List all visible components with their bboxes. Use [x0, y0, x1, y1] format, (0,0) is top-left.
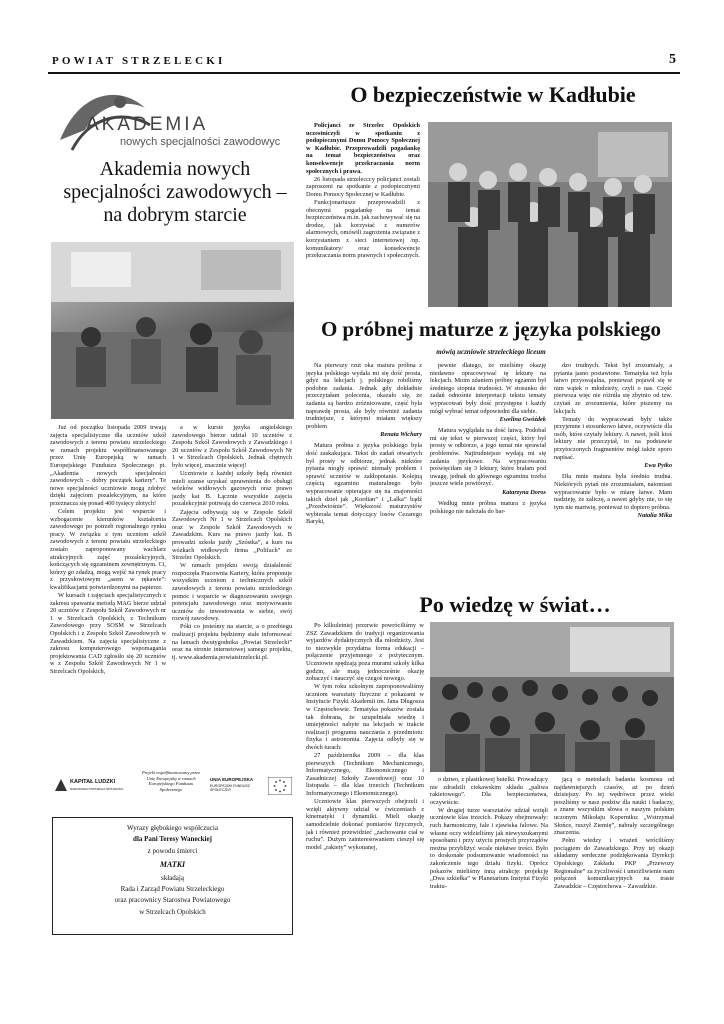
- matura-subhead: mówią uczniowie strzeleckiego liceum: [436, 348, 546, 356]
- akademia-col-2: [172, 424, 292, 740]
- audience-photo-art: [430, 622, 674, 772]
- kapital-ludzki-icon: [54, 778, 68, 792]
- matura-signature: Natalia Mika: [637, 511, 672, 519]
- condolence-line: Rada i Zarząd Powiatu Strzeleckiego: [120, 885, 225, 894]
- kadlub-text: [306, 122, 420, 308]
- page-number: 5: [669, 52, 676, 67]
- matura-signature: Katarzyna Doros: [502, 488, 546, 496]
- kadlub-lead: Policjanci ze Strzelec Opolskich uczestniczyli w spotkaniu z podopiecznymi Domu Pomocy Społecznej w Kadłubie. Przeprowadzili pogadankę na temat bezpieczeństwa oraz konsekwencje przekraczania norm społecznych i prawa.: [306, 122, 420, 175]
- kadlub-paragraph: Funkcjonariusze przeprowadzili z obecnymi pogadankę na temat bezpieczeństwa m.in. jak zachowywać się na drodze, jak korzystać z numerów alarmowych, omówili zagrożenia związane z korzystaniem z sieci internetowej /np. komunikatory/ oraz konsekwencje przekraczania norm prawnych i społecznych.: [306, 198, 420, 260]
- matura-col-2: [430, 362, 546, 606]
- akademia-logo-word: AKADEMIA: [86, 114, 209, 135]
- matura-paragraph: Matura wyglądała na dość łatwą. Podobał mi się tekst w pierwszej części, który był prosty w odbiorze, a jego temat nie sprawiał problemów. Najtrudniejsze wydają mi się zadania językowe. Na wypracowaniu poświęciłam się 3 lektury, które brałam pod uwagę, jednak do głównego egzaminu trzeba jeszcze wiele powtórzyć.: [430, 427, 546, 488]
- eu-flag-icon: [268, 777, 292, 795]
- condolence-line: oraz pracownicy Starostwa Powiatowego: [114, 896, 231, 905]
- matura-signature: Ewa Pytko: [644, 461, 672, 469]
- matura-paragraph: pewnie dlatego, że mieliśmy okazję niedawno opracowywać tę lekturę na lekcjach. Moim zdaniem próbny egzamin był średniego stopnia trudności. W stosunku do zadań odnośnie interpretacji tekstu tematy wypracowań były dość przystępne i każdy mógł wybrać temat odpowiedni dla siebie.: [430, 362, 546, 415]
- wiedza-paragraph: W tym roku szkolnym zaproponowaliśmy uczniom warsztaty fizyczne z pokazami w Instytucie Fizyki Akademii im. Jana Długosza w Częstochowie. Tematyka pokazów została tak dobrana, że uzupełniała wiedzę i umiejętności nabyte na lekcjach w trakcie realizacji programu nauczania z przedmiotu: fizyka i astronomia. Zajęcia odbyły się w dwóch turach:: [306, 683, 424, 751]
- matura-paragraph: Na pierwszy rzut oka matura próbna z języka polskiego wydała mi się dość prosta, gdyż na lekcjach j. polskiego robiliśmy podobne zadania. Jednak gdy dokładnie przeczytałam polecenia, okazało się, że zadania są bardzo zróżnicowane, część była naprawdę prosta, ale były również zadania trudniejsze, z którymi miałam większy problem: [306, 362, 422, 430]
- wiedza-paragraph: 27 października 2009 – dla klas pierwszych (Technikum Mechanicznego, Informatycznego, Ekonomicznego i Zasadniczej Szkoły Zawodowej) oraz 10 listopada – dla klas trzecich (Technikum Informatycznego i Ekonomicznego).: [306, 752, 424, 798]
- matura-paragraph: Tematy do wypracowań były także przyjemne i stosunkowo łatwe, oczywiście dla osób, które czytały lektury. A nawet, jeśli ktoś lektury nie przeczytał, to na podstawie przytoczonych fragmentów mógł także sporo napisać.: [554, 415, 672, 461]
- classroom-photo-art: [51, 242, 294, 419]
- page-header: [48, 52, 680, 72]
- condolence-name: MATKI: [159, 860, 186, 870]
- ue-logo-text: UNIA EUROPEJSKA: [210, 777, 254, 782]
- kadlub-paragraph: 26 listopada strzelecccy policjanci zostali zaproszeni na spotkanie z podopiecznymi Domu Pomocy Społecznej w Kadłubie.: [306, 175, 420, 198]
- matura-paragraph: Dla mnie matura była średnio trudna. Niektórych pytań nie zrozumiałam, natomiast wypracowanie było w miarę łatwe. Mam nadzieję, że zaliczę, a nawet gdyby nie, to się tym nie martwię, ponieważ to dopiero próbna.: [554, 473, 672, 511]
- eu-logos: [52, 770, 296, 804]
- wiedza-col-2: [430, 776, 548, 938]
- akademia-paragraph: Zajęcia odbywają się w Zespole Szkół Zawodowych Nr 1 w Strzelcach Opolskich oraz w Zespole Szkół Zawodowych w Zawadzkim. Kurs na prawo jazdy kat. B prowadzi szkoła jazdy „Szóstka”, a kurs na wózkach widłowych firma „Polifach” ze Strzelec Opolskich.: [172, 508, 292, 562]
- wiedza-col-3: [554, 776, 674, 938]
- wiedza-headline: Po wiedzę w świat…: [419, 592, 611, 617]
- akademia-paragraph: a w kursie języka angielskiego zawodowego bierze udział 10 uczniów z Zespołu Szkół Zawodowych z Zawadzkiego i 20 uczniów z Zespołu Szkół Zawodowych Nr 1 w Strzelcach Opolskich. Jednak chętnych było więcej, znacznie więcej!: [172, 424, 292, 469]
- kadlub-photo: [428, 122, 672, 307]
- condolence-line: z powodu śmierci: [147, 846, 198, 855]
- matura-col-1: [306, 362, 422, 606]
- wiedza-paragraph: Po kilkuletniej przerwie powróciliśmy w ZSZ Zawadzkiem do tradycji organizowania wyjazdów dydaktycznych dla młodzieży. Jest to niezwykle przydatna forma edukacji – połączenie przyjemnego z pożytecznym. Uczniowie spędzają poza murami szkoły kilka godzin, ale mają jednocześnie okazję zobaczyć i nauczyć się czegoś nowego.: [306, 622, 424, 683]
- wiedza-photo: [430, 622, 674, 772]
- ue-logo-sub: EUROPEJSKI FUNDUSZ SPOŁECZNY: [210, 784, 250, 792]
- section-title: POWIAT STRZELECKI: [52, 55, 226, 67]
- akademia-paragraph: Póki co jesteśmy na starcie, a o przebiegu realizacji projektu będziemy stale informować na łamach dwutygodnika „Powiat Strzelecki” oraz na stronie internetowej samego projektu, tj. www.akademia.powiatstrzelecki.pl.: [172, 623, 292, 661]
- akademia-col-1: [50, 424, 166, 740]
- ue-logo: [210, 775, 296, 803]
- wiedza-paragraph: Pełni wiedzy i wrażeń wróciliśmy pociągiem do Zawadzkiego. Przy tej okazji składamy serdeczne podziękowania Dyrekcji Opolskiego Zakładu PKP „Przewozy Regionalne” za życzliwość i umożliwienie nam połączeń komunikacyjnych na trasie Zawadzkie – Częstochowa – Zawadzkie.: [554, 837, 674, 890]
- condolence-line: w Strzelcach Opolskich: [139, 907, 206, 916]
- condolence-box: [52, 817, 293, 935]
- matura-signature: Renata Wichary: [380, 430, 422, 438]
- akademia-paragraph: W ramach projektu swoją działalność rozpoczęła Pracownia Kariery, która proponuje wszystkim uczniom z technicznych szkół zawodowych z terenu powiatu strzeleckiego pomoc i wsparcie w diagnozowaniu swojego potencjału zawodowego oraz motywowanie uczniów do inwestowania w siebie, swój rozwój zawodowy.: [172, 562, 292, 623]
- akademia-paragraph: Celem projektu jest wsparcie i wzbogacenie kierunków kształcenia zawodowego po potrzeb regionalnego rynku pracy. W związku z tym uczniom szkół zawodowych z terenu powiatu strzeleckiego zostało zaproponowany wachlarz atrakcyjnych zajęć pozalekcyjnych, kończących się egzaminem zewnętrznym. Ci, którzy go zdadzą, mogą wejść na rynek pracy z przysłowiowym „asem w rękawie”: kwalifikacjami potwierdzonymi na papierze.: [50, 508, 166, 591]
- matura-col-3: [554, 362, 672, 606]
- wiedza-paragraph: W drugiej turze warsztatów udział wzięli uczniowie klas trzecich. Pokazy obejmowały: ruch harmoniczny, fale i zjawiska falowe. Na własne oczy widzieliśmy jak niewyszukanymi sposobami i przy użyciu prostych przyrządów można przybliżyć wcale niełatwe treści. Było to doskonałe podsumowanie wiadomości na zakończenie tego działu fizyki. Oprócz pokazów mieliśmy inną atrakcję: projekcję „Dwa szkiełka” w Planetarium Instytut Fizyki traktu-: [430, 806, 548, 890]
- wiedza-col-1: [306, 622, 424, 938]
- kapital-ludzki-text: KAPITAŁ LUDZKI: [70, 779, 116, 785]
- condolence-line: Wyrazy głębokiego współczucia: [127, 824, 218, 832]
- wiedza-paragraph: Uczniowie klas pierwszych obejrzeli i wzięli aktywny udział w ćwiczeniach z kinematyki i dynamiki. Mieli okazję samodzielnie dokonać pomiarów fizycznych, jak i również przewidzieć „zachowanie ciał w ruchu”. Dużym zainteresowaniem cieszył się model „rakiety” wykonanej,: [306, 798, 424, 851]
- akademia-headline: Akademia nowych specjalności zawodowych – na dobrym starcie: [63, 158, 287, 226]
- group-photo-art: [428, 122, 672, 307]
- eu-caption: Projekt współfinansowany przez Unię Europejską w ramach Europejskiego Funduszu Społecznego: [141, 770, 201, 792]
- matura-paragraph: Według mnie próbna matura z języka polskiego nie należała do bar-: [430, 500, 546, 515]
- wiedza-paragraph: jącą o metodach badania kosmosu od najdawniejszych czasów, aż po dzień dzisiejszy. Po tej wędrówce przez wieki poszliśmy w nasz podziw dla nauki i badaczy, a znane wszystkim słowa o naszym polskim uczonym Mikołaju Koperniku: „Wstrzymał Słońce, ruszył Ziemię”, nabrały szczególnego znaczenia.: [554, 776, 674, 837]
- header-rule: [48, 72, 680, 74]
- akademia-paragraph: Uczniowie z każdej szkoły będą również mieli szanse uzyskać uprawnienia do obsługi wózków widłowych gazowych oraz prawo jazdy kat B. Łącznie wszystkie zajęcia pozalekcyjnie potrwają do czerwca 2010 roku.: [172, 470, 292, 508]
- akademia-paragraph: W kursach i zajęciach specjalistycznych z zakresu spawania metodą MAG bierze udział 20 uczniów z Zespołu Szkół Zawodowych nr 1 w Strzelcach Opolskich, z Technikum Zawodowego przy SOSM w Strzelcach Opolskich i z Zespołu Szkół Zawodowych w Zawadzkiem. Na zajęcia specjalistyczne z zakresu komputerowego wspomagania projektowania CAD zgłosiło się 20 uczniów w z Zespołu Szkół Zawodowych Nr 1 w Strzelcach Opolskich,: [50, 592, 166, 675]
- condolence-line: składają: [161, 873, 184, 882]
- akademia-logo: [50, 80, 300, 155]
- wiedza-paragraph: o dziwo, z plastikowej butelki. Prowadzący nie zdradzili ciekawskim składu „paliwa rakietowego”. Dla bezpieczeństwa, oczywiście.: [430, 776, 548, 806]
- akademia-logo-sub: nowych specjalności zawodowyc: [120, 136, 281, 148]
- matura-signature: Ewelina Gwóźdek: [499, 415, 546, 423]
- kapital-ludzki-logo: [54, 776, 124, 802]
- matura-headline: O próbnej maturze z języka polskiego: [320, 317, 662, 341]
- condolence-line: dla Pani Teresy Waneckiej: [133, 835, 212, 844]
- matura-paragraph: Matura próbna z języka polskiego była dość zaskakująca. Tekst do zadań otwartych był prosty w odbiorze, jednak niektóre pytania mogły sprawić niemały problem i sprawić uczniów w zakłopotanie. Kolejną częścią egzaminu maturalnego było wypracowanie opierające się na znajomości takich dzieł jak „Kordian” i „Lalka” bądź „Przedwiośnie”. Większość maturzystów wybierała temat dotyczący losów Cezarego Baryki,: [306, 442, 422, 526]
- kapital-ludzki-sub: NARODOWA STRATEGIA SPÓJNOŚCI: [70, 787, 124, 791]
- akademia-paragraph: Już od początku listopada 2009 trwają zajęcia specjalistyczne dla uczniów szkół zawodowych z terenu powiatu strzeleckiego w ramach projektu współfinansowanego przez Unię Europejską w ramach Europejskiego Funduszu Społecznego pt. „Akademia nowych specjalności zawodowych – dobry początek kariery”. Te nowe specjalności uczniowie mogą zdobyć dzięki zajęciom pozalekcyjnym, na które przeznacza się ponad 400 tysięcy złotych!: [50, 424, 166, 507]
- kadlub-headline: O bezpieczeństwie w Kadłubie: [350, 82, 636, 107]
- akademia-photo: [51, 242, 294, 419]
- matura-paragraph: dzo trudnych. Tekst był zrozumiały, a pytania jasno postawione. Tematyka też była łatwo przyswajalna, ponieważ pojawił się w nim wątek o młodzieży, czyli o nas. Część pierwsza więc nie różniła się zbytnio od tzw. czytań ze zrozumienia, które piszemy na lekcjach.: [554, 362, 672, 415]
